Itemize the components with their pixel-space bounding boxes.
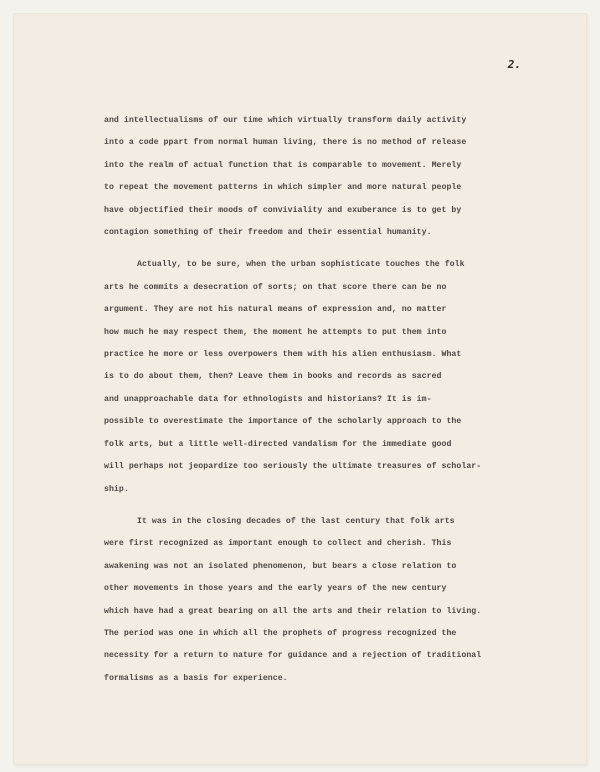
text-line: folk arts, but a little well-directed vandalism for the immediate good <box>104 439 452 449</box>
text-line: necessity for a return to nature for guidance and a rejection of traditional <box>104 651 482 661</box>
text-line: have objectified their moods of conviviality and exuberance is to get by <box>104 205 462 215</box>
text-line: other movements in those years and the early years of the new century <box>104 584 447 594</box>
page-number: 2. <box>507 58 521 71</box>
text-line: how much he may respect them, the moment he attempts to put them into <box>104 327 447 337</box>
text-line: It was in the closing decades of the last century that folk arts <box>137 516 455 526</box>
text-line: into a code ppart from normal human living, there is no method of release <box>104 138 467 148</box>
typewritten-page <box>14 14 586 764</box>
text-line: arts he commits a desecration of sorts; on that score there can be no <box>104 282 447 292</box>
text-line: contagion something of their freedom and their essential humanity. <box>104 228 432 238</box>
text-line: practice he more or less overpowers them with his alien enthusiasm. What <box>104 350 462 360</box>
text-line: to repeat the movement patterns in which simpler and more natural people <box>104 183 462 193</box>
paragraph-1 <box>104 110 534 244</box>
text-line: will perhaps not jeopardize too seriously the ultimate treasures of scholar- <box>104 462 482 472</box>
text-line: were first recognized as important enough to collect and cherish. This <box>104 539 452 549</box>
text-line: formalisms as a basis for experience. <box>104 673 288 683</box>
text-line: and unapproachable data for ethnologists and historians? It is im- <box>104 394 432 404</box>
text-line: into the realm of actual function that is comparable to movement. Merely <box>104 160 462 170</box>
text-line: which have had a great bearing on all the arts and their relation to living. <box>104 606 482 616</box>
paragraph-3 <box>104 511 534 690</box>
text-line: possible to overestimate the importance of the scholarly approach to the <box>104 417 462 427</box>
text-line: The period was one in which all the prophets of progress recognized the <box>104 628 457 638</box>
paragraph-2 <box>104 254 534 500</box>
text-line: and intellectualisms of our time which virtually transform daily activity <box>104 116 467 125</box>
text-line: awakening was not an isolated phenomenon, but bears a close relation to <box>104 561 457 571</box>
text-line: is to do about them, then? Leave them in books and records as sacred <box>104 372 442 382</box>
text-line: argument. They are not his natural means of expression and, no matter <box>104 305 447 315</box>
text-line: ship. <box>104 484 129 494</box>
text-line: Actually, to be sure, when the urban sophisticate touches the folk <box>137 260 465 270</box>
body-text <box>104 110 534 690</box>
